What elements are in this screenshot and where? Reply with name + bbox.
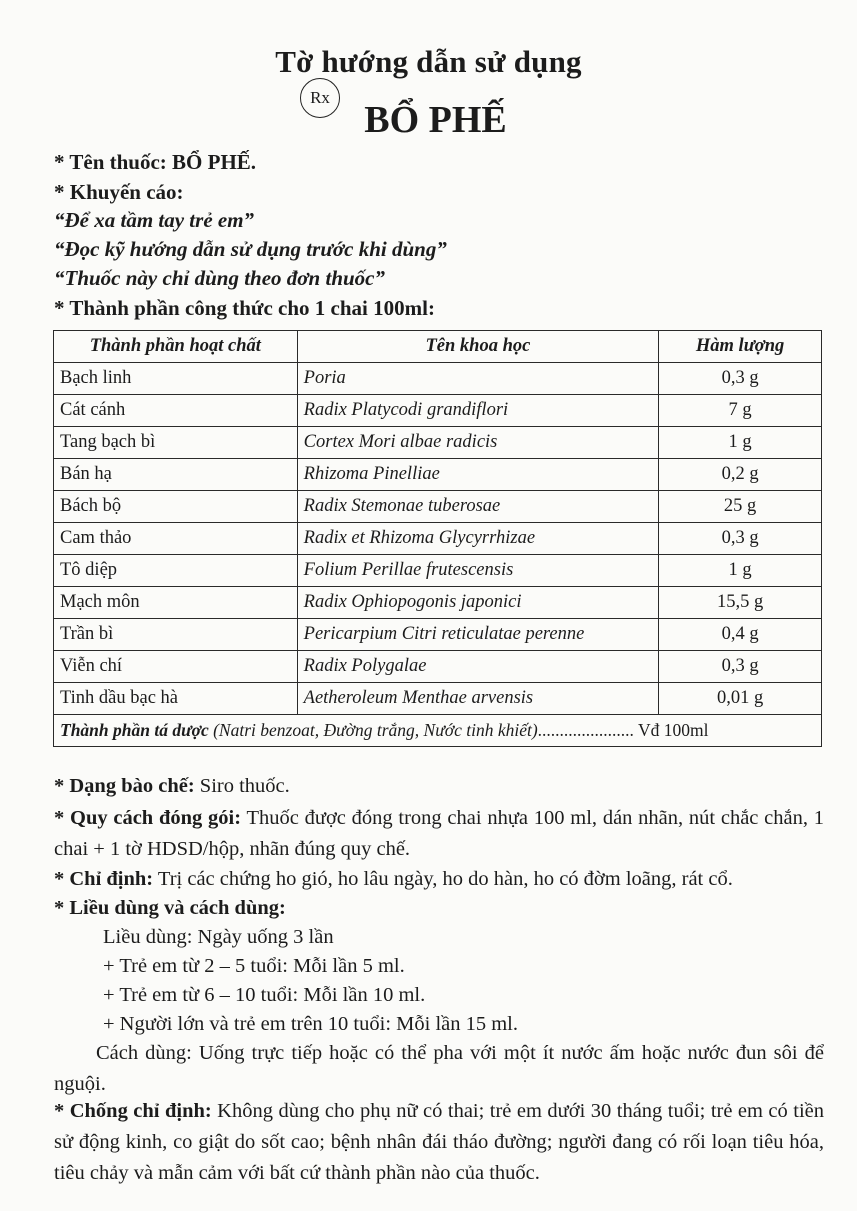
column-header-amount: Hàm lượng [659,331,822,363]
amount: 0,2 g [659,459,822,491]
table-row [54,427,822,459]
ingredient-name: Viễn chí [54,651,298,683]
table-row [54,523,822,555]
ingredient-name: Trần bì [54,619,298,651]
table-row [54,587,822,619]
ingredient-name: Tô diệp [54,555,298,587]
document-title: Tờ hướng dẫn sử dụng [275,44,582,79]
scientific-name: Radix Ophiopogonis japonici [297,587,659,619]
amount: 25 g [659,491,822,523]
drug-name-label: * Tên thuốc: [54,150,167,174]
column-header-ingredient: Thành phần hoạt chất [54,331,298,363]
amount: 0,01 g [659,683,822,715]
table-row [54,555,822,587]
scientific-name: Aetheroleum Menthae arvensis [297,683,659,715]
drug-name-value: BỔ PHẾ. [172,150,257,174]
scientific-name: Radix Platycodi grandiflori [297,395,659,427]
excipient-cell [54,715,822,747]
amount: 7 g [659,395,822,427]
table-row [54,363,822,395]
amount: 0,3 g [659,523,822,555]
scientific-name: Cortex Mori albae radicis [297,427,659,459]
rx-prescription-badge: Rx [300,78,340,118]
warning-item: “Thuốc này chỉ dùng theo đơn thuốc” [54,266,385,290]
indication-value: Trị các chứng ho gió, ho lâu ngày, ho do hàn, ho có đờm loãng, rát cổ. [153,868,733,890]
table-row [54,651,822,683]
indication-paragraph [54,864,824,895]
packaging-label: * Quy cách đóng gói: [54,807,242,829]
scientific-name: Pericarpium Citri reticulatae perenne [297,619,659,651]
composition-heading: * Thành phần công thức cho 1 chai 100ml: [54,296,435,320]
scientific-name: Radix Stemonae tuberosae [297,491,659,523]
amount: 0,3 g [659,651,822,683]
dose-item: + Trẻ em từ 2 – 5 tuổi: Mỗi lần 5 ml. [103,955,405,977]
scientific-name: Poria [297,363,659,395]
ingredient-name: Tinh dầu bạc hà [54,683,298,715]
packaging-paragraph [54,803,824,865]
dose-item: + Trẻ em từ 6 – 10 tuổi: Mỗi lần 10 ml. [103,984,426,1006]
dosage-form-label: * Dạng bào chế: [54,775,195,797]
scientific-name: Radix Polygalae [297,651,659,683]
dosage-form-value: Siro thuốc. [194,775,290,797]
table-row [54,459,822,491]
table-row [54,491,822,523]
scientific-name: Radix et Rhizoma Glycyrrhizae [297,523,659,555]
dosage-form-line [54,775,290,798]
scientific-name: Rhizoma Pinelliae [297,459,659,491]
amount: 1 g [659,427,822,459]
packaging-value: Thuốc được đóng trong chai nhựa 100 ml, dán nhãn, nút chắc chắn, 1 chai + 1 tờ HDSD/hộp, nhãn đúng quy chế. [54,807,824,860]
excipient-dots: ...................... [537,720,634,740]
indication-label: * Chỉ định: [54,868,154,890]
dose-title: Liều dùng: Ngày uống 3 lần [103,926,334,948]
warning-item: “Để xa tầm tay trẻ em” [54,208,255,232]
excipient-detail: (Natri benzoat, Đường trắng, Nước tinh khiết) [208,720,538,740]
usage-paragraph: Cách dùng: Uống trực tiếp hoặc có thể pha với một ít nước ấm hoặc nước đun sôi để nguội. [54,1042,824,1095]
drug-name-heading: BỔ PHẾ [364,99,507,141]
ingredient-name: Cát cánh [54,395,298,427]
dosage-label: * Liều dùng và cách dùng: [54,897,286,919]
excipient-label: Thành phần tá dược [60,720,209,740]
scientific-name: Folium Perillae frutescensis [297,555,659,587]
ingredients-table [53,330,822,747]
ingredient-name: Bạch linh [54,363,298,395]
table-header-row [54,331,822,363]
table-row [54,395,822,427]
amount: 0,3 g [659,363,822,395]
ingredient-name: Cam thảo [54,523,298,555]
amount: 15,5 g [659,587,822,619]
excipient-row [54,715,822,747]
amount: 1 g [659,555,822,587]
table-row [54,619,822,651]
warnings-label: * Khuyến cáo: [54,180,184,204]
dose-item: + Người lớn và trẻ em trên 10 tuổi: Mỗi lần 15 ml. [103,1013,519,1035]
contraindication-label: * Chống chỉ định: [54,1100,212,1122]
warning-item: “Đọc kỹ hướng dẫn sử dụng trước khi dùng” [54,237,447,261]
drug-name-line [54,150,256,175]
ingredient-name: Bán hạ [54,459,298,491]
excipient-amount: Vđ 100ml [633,720,709,740]
contraindication-paragraph [54,1096,824,1189]
ingredient-name: Bách bộ [54,491,298,523]
table-row [54,683,822,715]
contraindication-value: Không dùng cho phụ nữ có thai; trẻ em dưới 30 tháng tuổi; trẻ em có tiền sử động kinh, co giật do sốt cao; bệnh nhân đái tháo đường; người đang có rối loạn tiêu hóa, tiêu chảy và mẫn cảm với bất cứ thành phần nào của thuốc. [54,1100,824,1184]
ingredient-name: Tang bạch bì [54,427,298,459]
ingredient-name: Mạch môn [54,587,298,619]
column-header-scientific-name: Tên khoa học [297,331,659,363]
amount: 0,4 g [659,619,822,651]
